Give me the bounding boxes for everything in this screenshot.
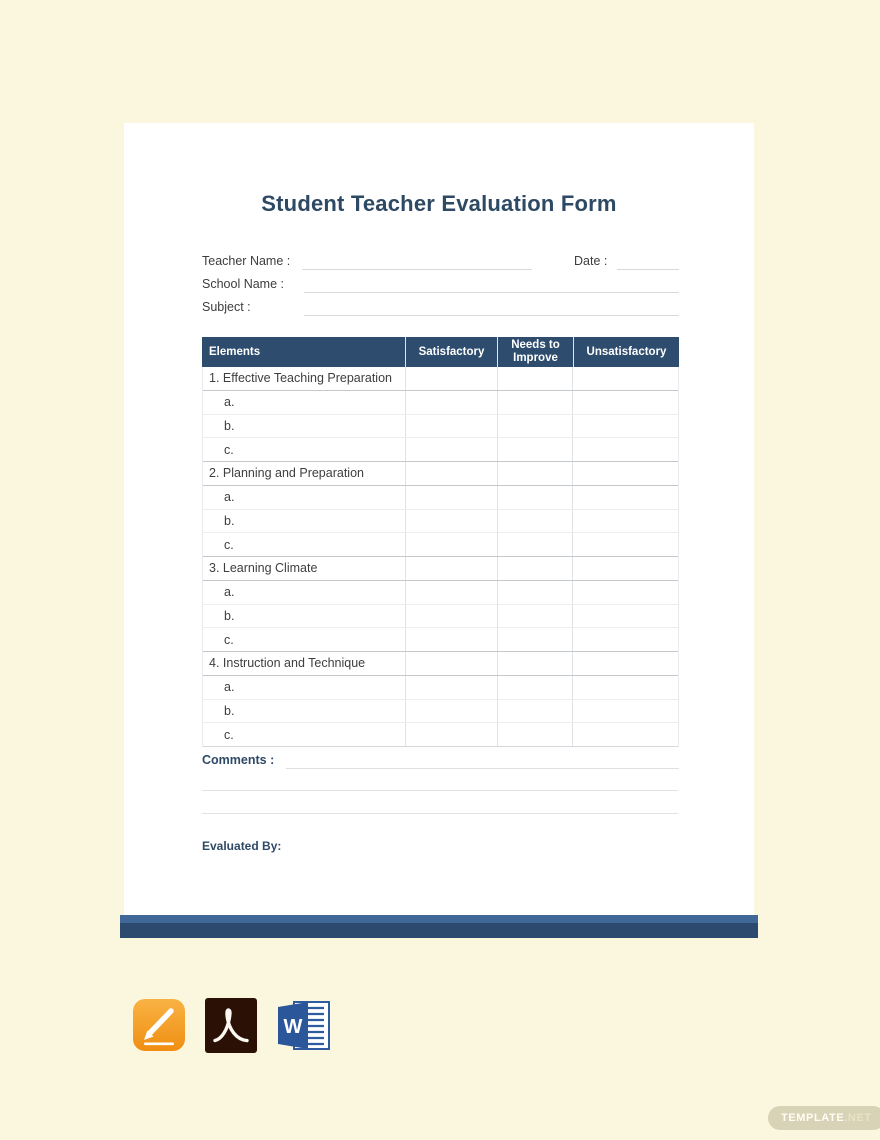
needs-to-improve-cell — [497, 605, 573, 628]
table-row — [203, 486, 678, 510]
unsatisfactory-cell — [572, 605, 678, 628]
column-header-needs-to-improve: Needs to Improve — [497, 337, 573, 367]
table-row — [203, 652, 678, 676]
satisfactory-cell — [405, 486, 497, 509]
satisfactory-cell — [405, 391, 497, 414]
elements-cell: 1. Effective Teaching Preparation — [209, 371, 392, 386]
unsatisfactory-cell — [572, 486, 678, 509]
page-title: Student Teacher Evaluation Form — [261, 191, 617, 216]
school-name-field — [304, 277, 679, 293]
unsatisfactory-cell — [572, 676, 678, 699]
subject-label: Subject : — [202, 300, 251, 314]
table-row — [203, 367, 678, 391]
table-row — [203, 581, 678, 605]
needs-to-improve-cell — [497, 438, 573, 461]
elements-cell: b. — [224, 513, 235, 528]
unsatisfactory-cell — [572, 367, 678, 390]
page-footer-bar-accent — [120, 915, 758, 923]
table-row — [203, 533, 678, 557]
satisfactory-cell — [405, 415, 497, 438]
column-header-unsatisfactory: Unsatisfactory — [573, 337, 679, 367]
adobe-acrobat-pdf-icon[interactable] — [205, 998, 257, 1053]
needs-to-improve-cell — [497, 486, 573, 509]
needs-to-improve-cell — [497, 628, 573, 651]
teacher-name-row — [202, 247, 679, 270]
table-row — [203, 438, 678, 462]
needs-to-improve-cell — [497, 462, 573, 485]
unsatisfactory-cell — [572, 723, 678, 746]
unsatisfactory-cell — [572, 700, 678, 723]
needs-to-improve-cell — [497, 510, 573, 533]
table-row — [203, 676, 678, 700]
needs-to-improve-cell — [497, 557, 573, 580]
comments-section — [202, 753, 679, 769]
satisfactory-cell — [405, 557, 497, 580]
needs-to-improve-cell — [497, 700, 573, 723]
elements-cell: 3. Learning Climate — [209, 561, 318, 576]
unsatisfactory-cell — [572, 628, 678, 651]
subject-field — [304, 300, 679, 316]
elements-cell: c. — [224, 442, 234, 457]
teacher-name-label: Teacher Name : — [202, 254, 291, 268]
teacher-name-field — [302, 254, 532, 270]
satisfactory-cell — [405, 533, 497, 556]
unsatisfactory-cell — [572, 391, 678, 414]
page-footer-bar — [120, 915, 758, 938]
needs-to-improve-cell — [497, 723, 573, 746]
needs-to-improve-cell — [497, 391, 573, 414]
evaluated-by-label: Evaluated By: — [202, 839, 282, 853]
unsatisfactory-cell — [572, 581, 678, 604]
satisfactory-cell — [405, 510, 497, 533]
satisfactory-cell — [405, 581, 497, 604]
satisfactory-cell — [405, 605, 497, 628]
school-name-label: School Name : — [202, 277, 284, 291]
needs-to-improve-cell — [497, 415, 573, 438]
elements-cell: a. — [224, 680, 235, 695]
column-header-elements: Elements — [209, 345, 261, 358]
column-header-satisfactory: Satisfactory — [405, 337, 497, 367]
watermark-light-text: .NET — [844, 1112, 872, 1124]
elements-cell: c. — [224, 537, 234, 552]
needs-to-improve-cell — [497, 581, 573, 604]
needs-to-improve-cell — [497, 367, 573, 390]
satisfactory-cell — [405, 700, 497, 723]
apple-pages-icon[interactable] — [133, 999, 185, 1051]
elements-cell: c. — [224, 727, 234, 742]
unsatisfactory-cell — [572, 510, 678, 533]
table-row — [203, 700, 678, 724]
microsoft-word-icon[interactable] — [275, 999, 332, 1052]
comments-label: Comments : — [202, 753, 275, 767]
table-row — [203, 723, 678, 747]
table-row — [203, 605, 678, 629]
table-row — [203, 557, 678, 581]
elements-cell: b. — [224, 608, 235, 623]
school-name-row — [202, 270, 679, 293]
satisfactory-cell — [405, 628, 497, 651]
table-body — [202, 367, 679, 747]
satisfactory-cell — [405, 367, 497, 390]
table-row — [203, 628, 678, 652]
date-field — [617, 254, 679, 270]
elements-cell: b. — [224, 703, 235, 718]
needs-to-improve-cell — [497, 533, 573, 556]
table-row — [203, 415, 678, 439]
unsatisfactory-cell — [572, 462, 678, 485]
elements-cell: a. — [224, 585, 235, 600]
needs-to-improve-cell — [497, 676, 573, 699]
elements-cell: a. — [224, 490, 235, 505]
unsatisfactory-cell — [572, 533, 678, 556]
comments-line-1 — [286, 754, 679, 769]
elements-cell: c. — [224, 632, 234, 647]
table-row — [203, 510, 678, 534]
satisfactory-cell — [405, 723, 497, 746]
table-row — [203, 391, 678, 415]
elements-cell: 2. Planning and Preparation — [209, 466, 364, 481]
elements-cell: b. — [224, 418, 235, 433]
subject-row — [202, 293, 679, 316]
unsatisfactory-cell — [572, 438, 678, 461]
table-row — [203, 462, 678, 486]
date-label: Date : — [574, 254, 608, 268]
elements-cell: a. — [224, 395, 235, 410]
unsatisfactory-cell — [572, 415, 678, 438]
needs-to-improve-cell — [497, 652, 573, 675]
comments-line-2 — [202, 790, 678, 791]
satisfactory-cell — [405, 652, 497, 675]
comments-line-3 — [202, 813, 678, 814]
watermark-bold-text: TEMPLATE — [781, 1112, 845, 1124]
table-header-row — [202, 337, 679, 367]
template-net-watermark[interactable] — [768, 1106, 880, 1130]
svg-text:W: W — [283, 1016, 303, 1038]
unsatisfactory-cell — [572, 652, 678, 675]
unsatisfactory-cell — [572, 557, 678, 580]
elements-cell: 4. Instruction and Technique — [209, 656, 366, 671]
meta-fields — [202, 247, 679, 316]
satisfactory-cell — [405, 462, 497, 485]
evaluation-table — [202, 337, 679, 747]
satisfactory-cell — [405, 438, 497, 461]
document-page — [124, 123, 754, 915]
satisfactory-cell — [405, 676, 497, 699]
